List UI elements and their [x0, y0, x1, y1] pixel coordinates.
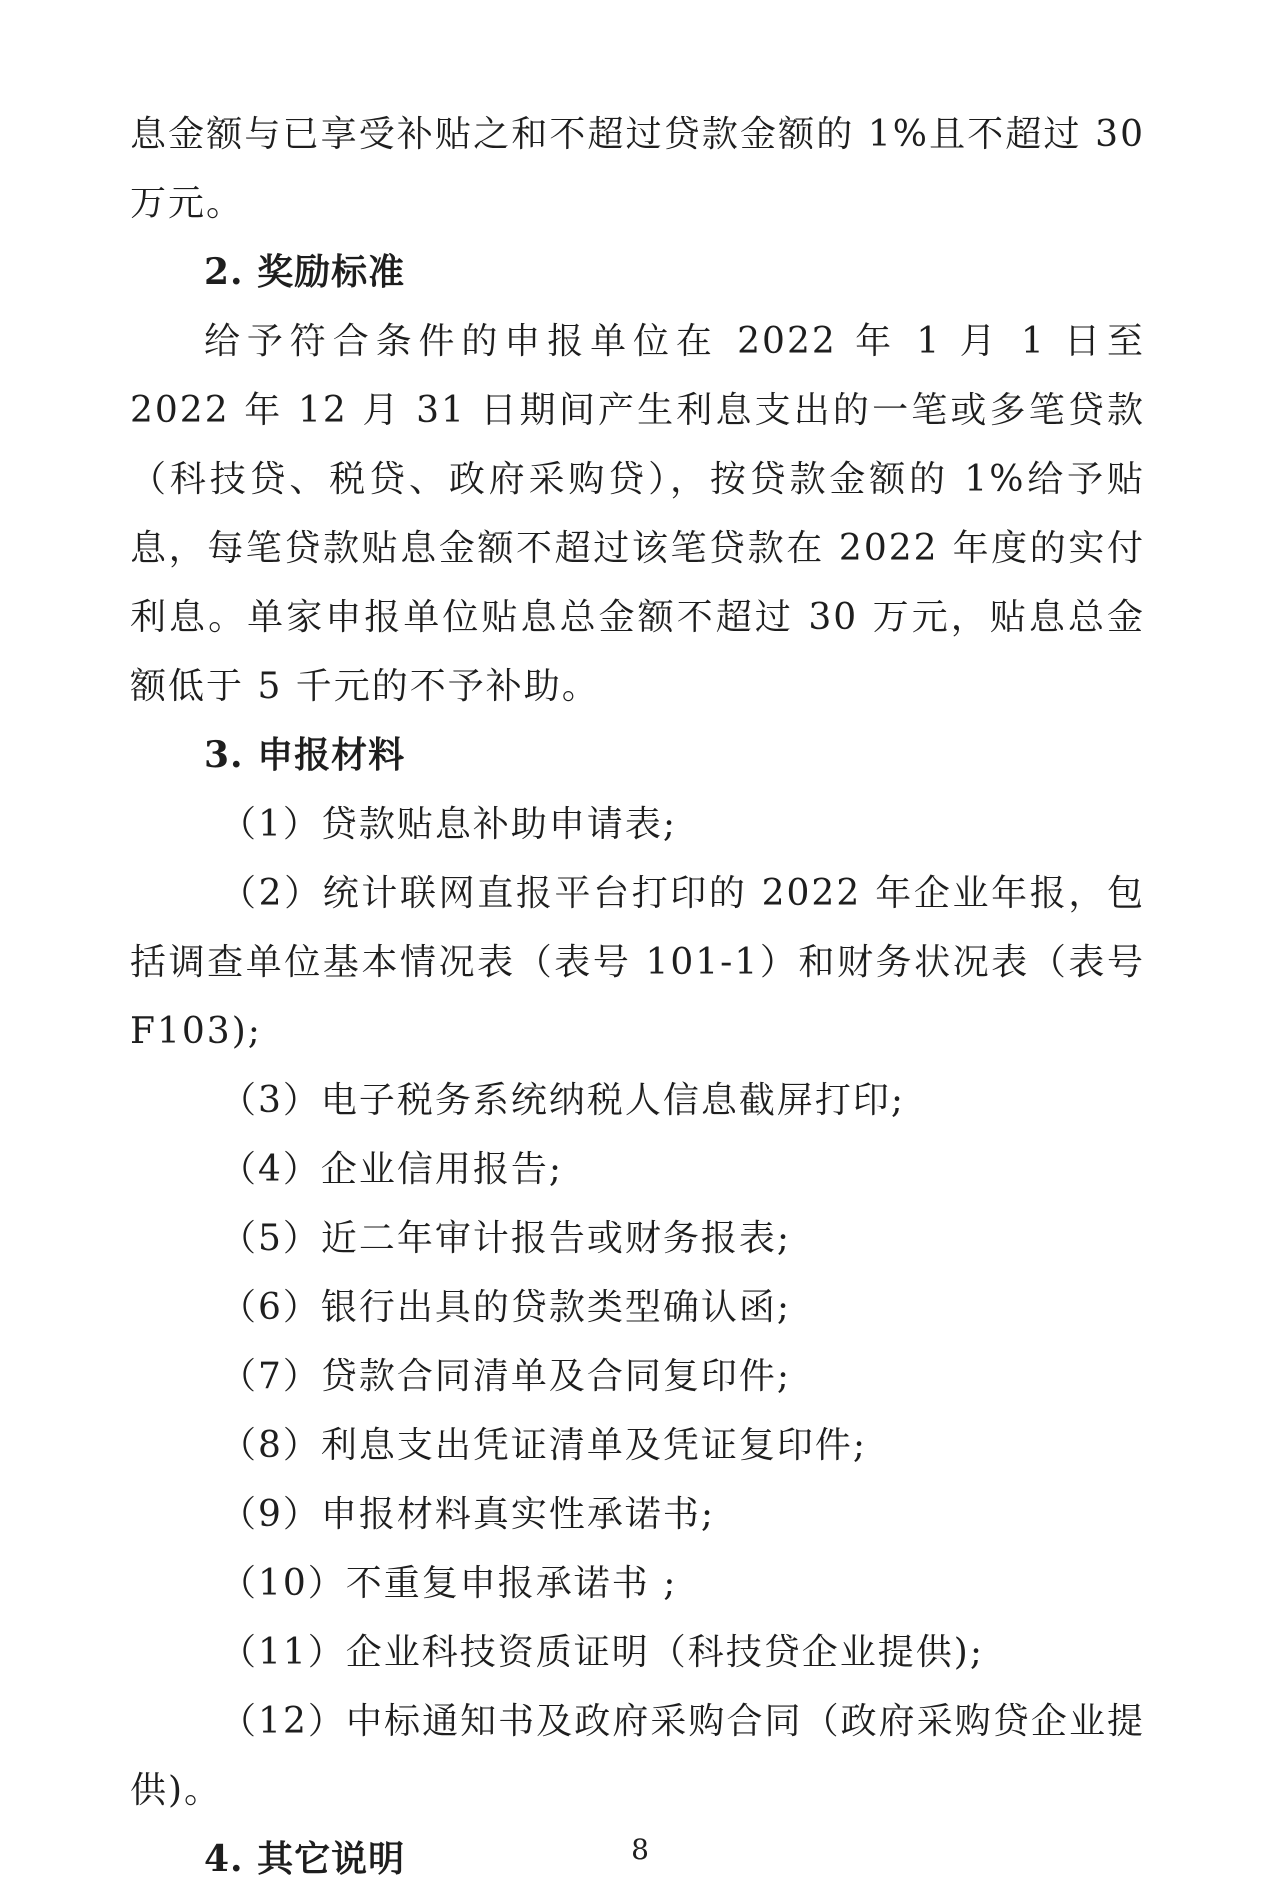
opening-paragraph: 息金额与已享受补贴之和不超过贷款金额的 1%且不超过 30 万元。 — [130, 114, 1145, 224]
list-item: （7）贷款合同清单及合同复印件; — [220, 1356, 792, 1397]
list-item: （5）近二年审计报告或财务报表; — [220, 1218, 792, 1259]
list-item: （4）企业信用报告; — [220, 1149, 564, 1190]
list-item: （8）利息支出凭证清单及凭证复印件; — [220, 1425, 868, 1466]
list-item: （6）银行出具的贷款类型确认函; — [220, 1287, 792, 1328]
section-heading-reward-standard: 2. 奖励标准 — [204, 251, 406, 293]
list-item: （10）不重复申报承诺书 ; — [220, 1563, 678, 1604]
section-heading-application-materials: 3. 申报材料 — [204, 734, 406, 776]
list-item: （3）电子税务系统纳税人信息截屏打印; — [220, 1080, 906, 1121]
reward-standard-paragraph: 给予符合条件的申报单位在 2022 年 1 月 1 日至 2022 年 12 月 31 日期间产生利息支出的一笔或多笔贷款（科技贷、税贷、政府采购贷），按贷款金额的 1%给予贴息，每笔贷款贴息金额不超过该笔贷款在 2022 年度的实付利息。单家申报单位贴息总金额不超过 30 万元，贴息总金额低于 5 千元的不予补助。 — [130, 321, 1145, 707]
list-item: （11）企业科技资质证明（科技贷企业提供); — [220, 1632, 984, 1673]
list-item: （9）申报材料真实性承诺书; — [220, 1494, 716, 1535]
application-materials-list — [130, 790, 1145, 1825]
list-item: （2）统计联网直报平台打印的 2022 年企业年报，包括调查单位基本情况表（表号 101-1）和财务状况表（表号 F103); — [130, 873, 1145, 1052]
section-heading-other-notes: 4. 其它说明 — [204, 1838, 406, 1880]
list-item: （1）贷款贴息补助申请表; — [220, 804, 678, 845]
page-number: 8 — [631, 1833, 649, 1866]
document-body — [130, 100, 1145, 1894]
list-item: （12）中标通知书及政府采购合同（政府采购贷企业提供)。 — [130, 1701, 1145, 1811]
